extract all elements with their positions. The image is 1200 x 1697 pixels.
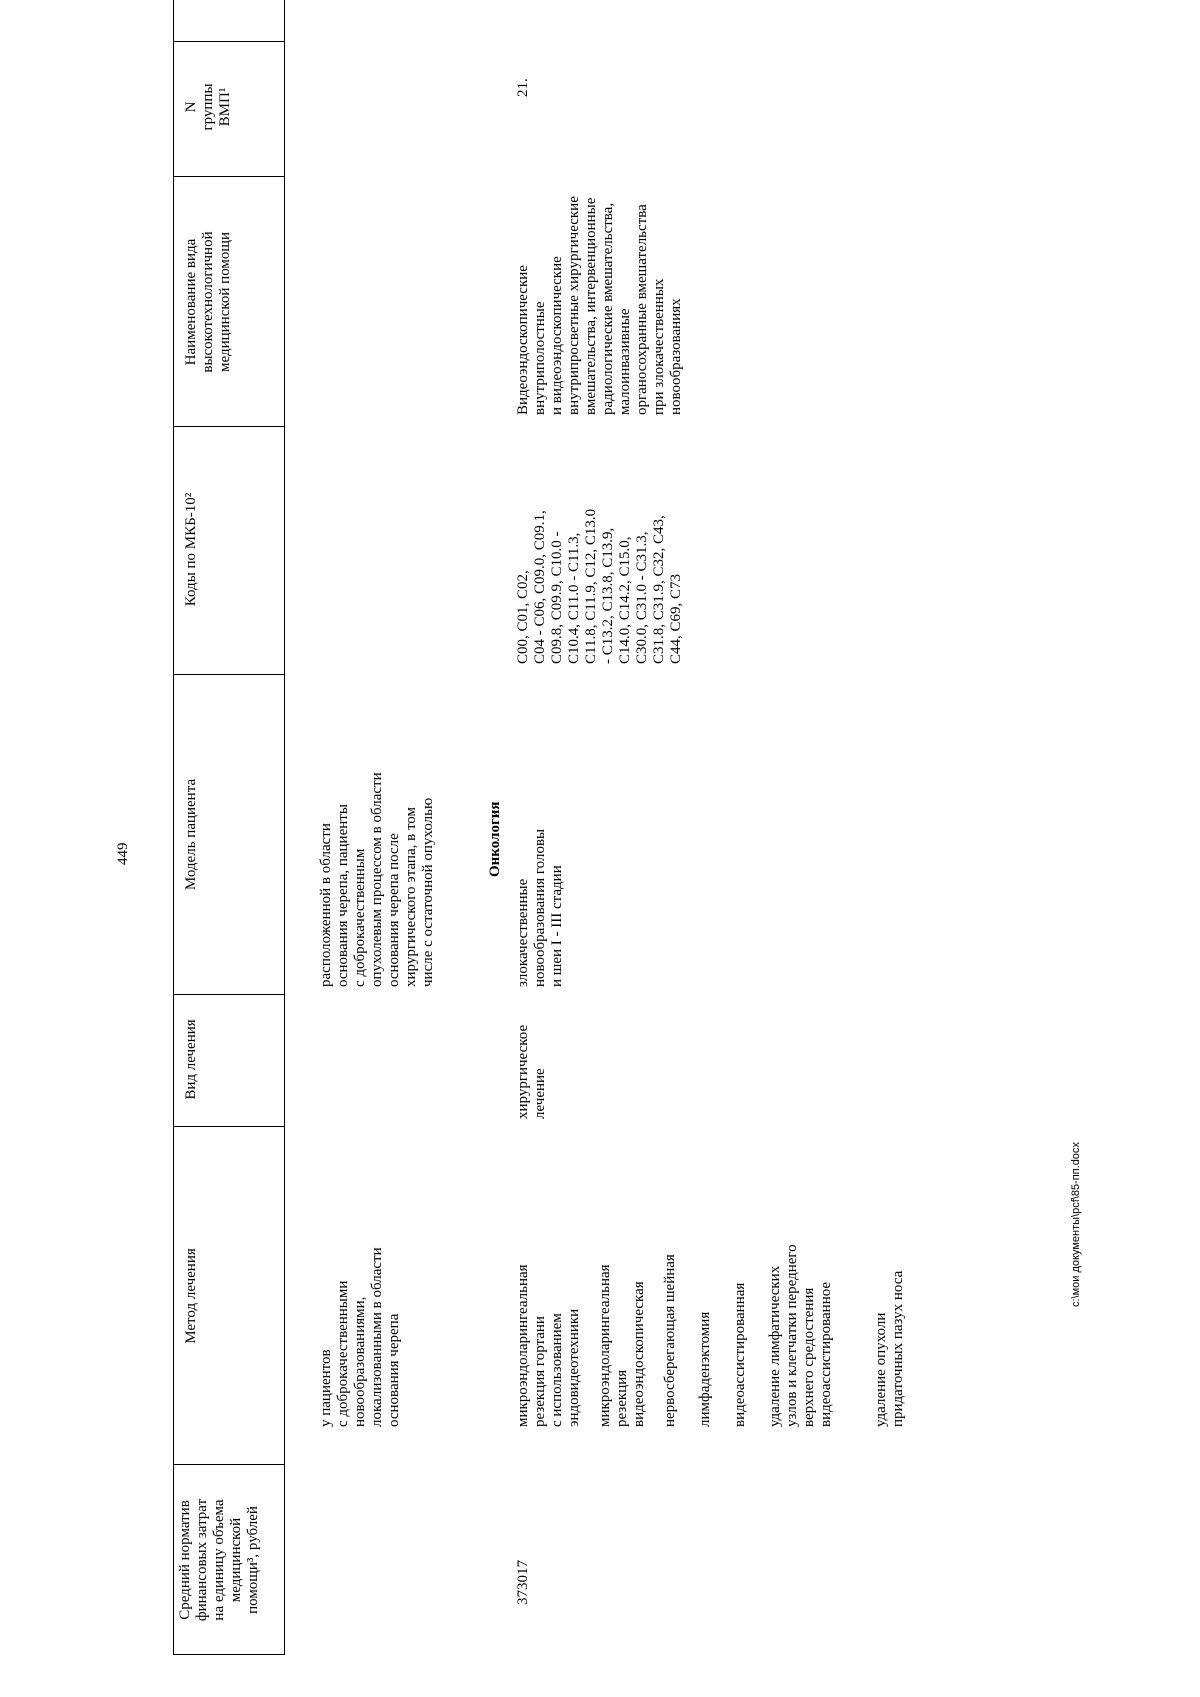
column-divider-2: [173, 426, 285, 427]
column-divider-4: [173, 994, 285, 995]
column-divider-3: [173, 674, 285, 675]
header-patient-model: Модель пациента: [183, 778, 199, 891]
method-item: удаление опухоли придаточных пазух носа: [873, 1270, 906, 1427]
method-item: микроэндоларингеальная резекция видеоэндоскопическая: [597, 1264, 647, 1427]
row-number: 21.: [515, 78, 531, 97]
footer-file-path: c:\мои документы\pcf\85-пп.docx: [1070, 1142, 1082, 1307]
method-item: микроэндоларингеальная резекция гортани с использованием эндовидеотехники: [515, 1264, 582, 1427]
row-cost: 373017: [515, 1560, 531, 1605]
method-item: видеоассистированная: [732, 1282, 748, 1427]
column-divider-5: [173, 1126, 285, 1127]
header-treatment-method: Метод лечения: [183, 1248, 199, 1344]
column-divider-6: [173, 1464, 285, 1465]
table-border-top: [173, 0, 174, 1655]
header-vmp-name: Наименование вида высокотехнологичной медицинской помощи: [183, 231, 233, 373]
row-patient-model: злокачественные новообразования головы и шеи I - III стадии: [515, 828, 565, 987]
row-treatment-type: хирургическое лечение: [515, 1024, 548, 1119]
method-item: лимфаденэктомия: [697, 1311, 713, 1427]
row-icd-codes: C00, C01, C02, C04 - C06, C09.0, C09.1, C09.8, C09.9, C10.0 - C10.4, C11.0 - C11.3, C11.8, C11.9, C12, C13.0 - C13.2, C13.8, C13.9, C14.0, C14.2, C15.0, C30.0, C31.0 - C31.3, C31.8, C31.9, C32, C43, C44, C69, C73: [515, 508, 684, 664]
header-treatment-type: Вид лечения: [183, 1019, 199, 1100]
header-icd-codes: Коды по МКБ-10²: [183, 492, 199, 607]
table-border-left: [173, 41, 285, 42]
header-cost: Средний норматив финансовых затрат на единицу объема медицинской помощи³, рублей: [177, 1498, 261, 1622]
row-vmp-name: Видеоэндоскопические внутриполостные и видеоэндоскопические внутрипросветные хирургические вмешательства, интервенционные радиологические вмешательства, малоинвазивные органосохранные вмешательства при злокачественных новообразованиях: [515, 196, 684, 415]
continuation-treatment-method: у пациентов с доброкачественными новообразованиями, локализованными в области основания черепа: [318, 1247, 402, 1427]
section-title: Онкология: [487, 801, 503, 877]
continuation-patient-model: расположенной в области основания черепа, пациенты с доброкачественным опухолевым процессом в области основания черепа после хирургического этапа, в том числе с остаточной опухолью: [318, 772, 436, 987]
treatment-methods-list: [515, 1244, 907, 1427]
page-number: 449: [115, 842, 131, 865]
header-group-number: N группы ВМП¹: [183, 83, 233, 131]
table-border-right: [173, 1654, 285, 1655]
method-item: удаление лимфатических узлов и клетчатки переднего верхнего средостения видеоассистированное: [767, 1244, 834, 1427]
column-divider-1: [173, 176, 285, 177]
table-border-bottom: [284, 0, 285, 1655]
method-item: нервосберегающая шейная: [662, 1254, 678, 1427]
